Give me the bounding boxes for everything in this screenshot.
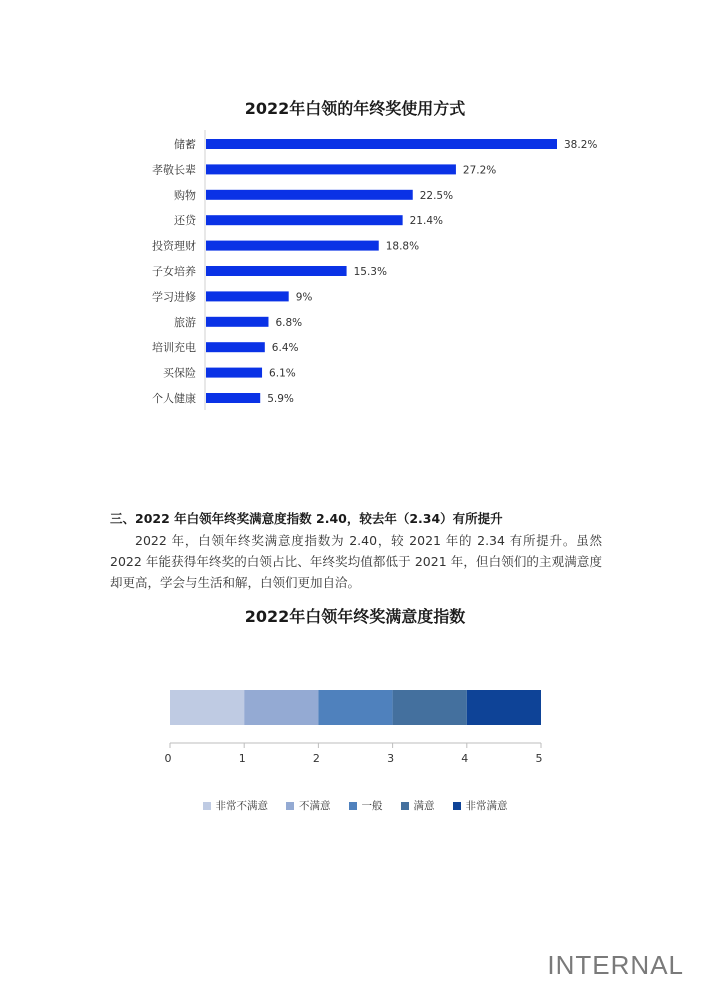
legend-item <box>349 798 383 813</box>
category-label: 子女培养 <box>152 265 196 278</box>
x-tick-label: 4 <box>461 752 469 765</box>
x-tick-label: 2 <box>312 752 320 765</box>
category-label: 旅游 <box>174 315 196 329</box>
usage-bar-chart <box>0 120 710 420</box>
legend-label: 满意 <box>413 800 435 812</box>
x-tick-label: 3 <box>387 752 395 765</box>
section-heading: 三、2022 年白领年终奖满意度指数 2.40，较去年（2.34）有所提升 <box>110 511 503 526</box>
x-tick-label: 1 <box>238 752 246 765</box>
bar-chart-title: 2022年白领的年终奖使用方式 <box>244 99 466 118</box>
category-label: 储蓄 <box>174 138 196 151</box>
x-tick-label: 0 <box>164 752 172 765</box>
category-label: 还贷 <box>174 214 196 228</box>
bar <box>206 317 268 327</box>
category-label: 个人健康 <box>152 392 196 405</box>
category-label: 学习进修 <box>152 290 196 304</box>
legend-item <box>203 798 269 813</box>
bar <box>206 291 289 301</box>
bar <box>206 393 260 403</box>
section-paragraph: 2022 年，白领年终奖满意度指数为 2.40，较 2021 年的 2.34 有所提升。虽然 2022 年能获得年终奖的白领占比、年终奖均值都低于 2021 年，但白领们的主观满意度却更高，学会与生活和解，白领们更加自洽。 <box>110 533 602 590</box>
legend-swatch <box>203 802 211 810</box>
legend-item <box>401 798 435 813</box>
bar-value-label: 5.9% <box>267 393 294 405</box>
satisfaction-chart-title: 2022年白领年终奖满意度指数 <box>244 607 466 626</box>
bar <box>206 241 379 251</box>
satisfaction-legend <box>0 798 710 813</box>
internal-watermark: INTERNAL <box>547 950 684 980</box>
stacked-segment <box>393 690 467 725</box>
bar-value-label: 6.4% <box>271 342 299 355</box>
category-label: 孝敬长辈 <box>152 163 196 177</box>
stacked-segment <box>170 690 244 725</box>
legend-item <box>286 798 331 813</box>
legend-label: 非常满意 <box>465 800 508 812</box>
bar <box>206 368 262 378</box>
category-label: 培训充电 <box>152 341 196 355</box>
bar-value-label: 9% <box>295 291 313 304</box>
stacked-segment <box>244 690 318 725</box>
category-label: 购物 <box>174 188 196 202</box>
legend-item <box>453 798 508 813</box>
bar-value-label: 27.2% <box>462 164 497 177</box>
legend-label: 非常不满意 <box>215 800 268 812</box>
bar-value-label: 18.8% <box>385 240 420 253</box>
x-tick-label: 5 <box>535 752 543 765</box>
legend-swatch <box>349 802 357 810</box>
category-label: 买保险 <box>163 366 196 380</box>
legend-label: 一般 <box>361 800 383 812</box>
bar <box>206 342 265 352</box>
legend-swatch <box>401 802 409 810</box>
stacked-segment <box>467 690 541 725</box>
bar-value-label: 21.4% <box>409 215 443 228</box>
category-label: 投资理财 <box>152 239 196 253</box>
bar-value-label: 15.3% <box>353 266 387 278</box>
bar-value-label: 22.5% <box>419 189 454 202</box>
bar-value-label: 38.2% <box>564 139 598 151</box>
legend-label: 不满意 <box>299 800 331 812</box>
bar-value-label: 6.8% <box>275 316 303 329</box>
bar <box>206 139 557 149</box>
legend-swatch <box>453 802 461 810</box>
bar <box>206 215 403 225</box>
bar <box>206 190 413 200</box>
satisfaction-stacked-chart <box>0 680 710 790</box>
bar <box>206 164 456 174</box>
stacked-segment <box>318 690 392 725</box>
bar-value-label: 6.1% <box>269 367 296 380</box>
legend-swatch <box>286 802 294 810</box>
bar <box>206 266 347 276</box>
